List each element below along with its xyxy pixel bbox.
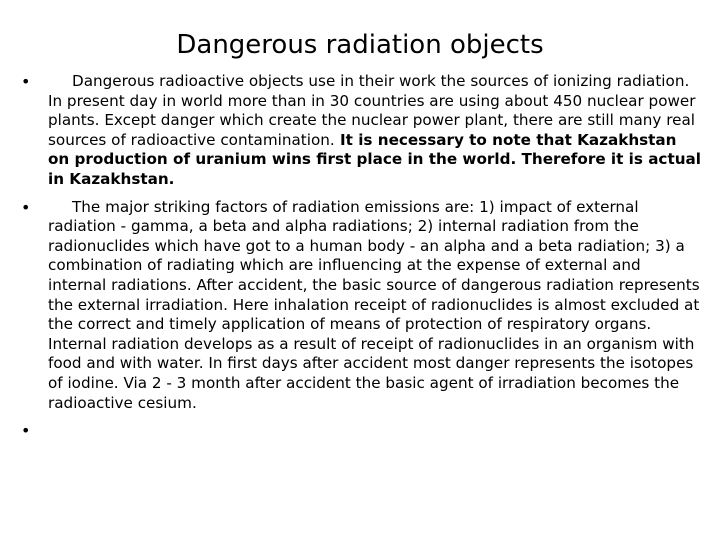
bullet-text: Dangerous radioactive objects use in their work the sources of ionizing radiation. In present day in world more than in 30 countries are using about 450 nuclear power plants. Except danger which create the nuclear power plant, there are still many real sources of radioactive contamination.: [48, 72, 696, 149]
bullet-item: [21, 198, 701, 414]
bullet-dot-icon: •: [21, 197, 31, 217]
slide-title: Dangerous radiation objects: [176, 30, 544, 60]
bullet-dot-icon: •: [21, 72, 31, 91]
bullet-bold-text: It is necessary to note that Kazakhstan on production of uranium wins first place in the world. Therefore it is actual in Kazakhstan.: [48, 130, 701, 188]
bullet-item: [21, 72, 701, 190]
bullet-dot-icon: •: [21, 421, 31, 441]
bullet-text: The major striking factors of radiation emissions are: 1) impact of external radiation - gamma, a beta and alpha radiations; 2) internal radiation from the radionuclides which have got to a human body - an alpha and a beta radiation; 3) a combination of radiating which are influencing at the expense of external and internal radiations. After accident, the basic source of dangerous radiation represents the external irradiation. Here inhalation receipt of radionuclides is almost excluded at the correct and timely application of means of protection of respiratory organs. Internal radiation develops as a result of receipt of radionuclides in an organism with food and with water. In first days after accident most danger represents the isotopes of iodine. Via 2 - 3 month after accident the basic agent of irradiation becomes the radioactive cesium.: [48, 197, 700, 412]
bullet-list: [21, 72, 701, 441]
